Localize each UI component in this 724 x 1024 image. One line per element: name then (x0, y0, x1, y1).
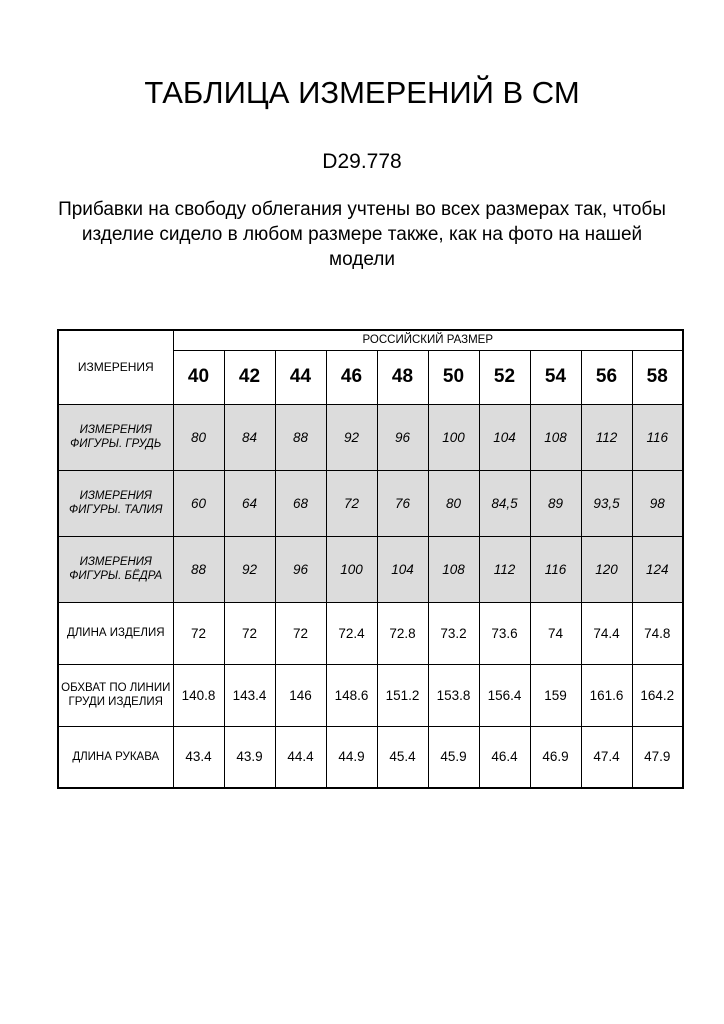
size-header-cell: 44 (275, 350, 326, 404)
value-cell: 92 (326, 404, 377, 470)
value-cell: 100 (428, 404, 479, 470)
value-cell: 74 (530, 602, 581, 664)
value-cell: 96 (377, 404, 428, 470)
row-label: ОБХВАТ ПО ЛИНИИ ГРУДИ ИЗДЕЛИЯ (58, 664, 173, 726)
value-cell: 140.8 (173, 664, 224, 726)
value-cell: 146 (275, 664, 326, 726)
value-cell: 80 (173, 404, 224, 470)
measurements-corner-cell: ИЗМЕРЕНИЯ (58, 330, 173, 404)
value-cell: 68 (275, 470, 326, 536)
row-label: ИЗМЕРЕНИЯ ФИГУРЫ. БЁДРА (58, 536, 173, 602)
table-row (58, 726, 683, 788)
value-cell: 112 (581, 404, 632, 470)
value-cell: 45.9 (428, 726, 479, 788)
table-row (58, 602, 683, 664)
value-cell: 43.9 (224, 726, 275, 788)
table-row (58, 664, 683, 726)
size-header-cell: 50 (428, 350, 479, 404)
table-row (58, 404, 683, 470)
value-cell: 74.4 (581, 602, 632, 664)
measurements-table (57, 329, 684, 789)
group-header-row (58, 330, 683, 350)
value-cell: 74.8 (632, 602, 683, 664)
value-cell: 73.6 (479, 602, 530, 664)
value-cell: 143.4 (224, 664, 275, 726)
value-cell: 60 (173, 470, 224, 536)
value-cell: 72.4 (326, 602, 377, 664)
value-cell: 72 (173, 602, 224, 664)
table-row (58, 470, 683, 536)
size-header-cell: 52 (479, 350, 530, 404)
row-label: ДЛИНА ИЗДЕЛИЯ (58, 602, 173, 664)
value-cell: 93,5 (581, 470, 632, 536)
value-cell: 73.2 (428, 602, 479, 664)
value-cell: 47.9 (632, 726, 683, 788)
value-cell: 72 (326, 470, 377, 536)
size-header-cell: 42 (224, 350, 275, 404)
value-cell: 46.9 (530, 726, 581, 788)
value-cell: 159 (530, 664, 581, 726)
size-header-cell: 48 (377, 350, 428, 404)
value-cell: 108 (530, 404, 581, 470)
table-row (58, 536, 683, 602)
size-header-cell: 54 (530, 350, 581, 404)
value-cell: 116 (530, 536, 581, 602)
value-cell: 88 (275, 404, 326, 470)
row-label: ИЗМЕРЕНИЯ ФИГУРЫ. ГРУДЬ (58, 404, 173, 470)
value-cell: 124 (632, 536, 683, 602)
size-header-cell: 56 (581, 350, 632, 404)
value-cell: 72 (275, 602, 326, 664)
size-header-cell: 58 (632, 350, 683, 404)
value-cell: 156.4 (479, 664, 530, 726)
value-cell: 148.6 (326, 664, 377, 726)
value-cell: 80 (428, 470, 479, 536)
product-code: D29.778 (322, 150, 402, 173)
value-cell: 104 (479, 404, 530, 470)
value-cell: 44.9 (326, 726, 377, 788)
row-label: ДЛИНА РУКАВА (58, 726, 173, 788)
value-cell: 120 (581, 536, 632, 602)
value-cell: 44.4 (275, 726, 326, 788)
value-cell: 84 (224, 404, 275, 470)
value-cell: 161.6 (581, 664, 632, 726)
value-cell: 96 (275, 536, 326, 602)
value-cell: 46.4 (479, 726, 530, 788)
value-cell: 64 (224, 470, 275, 536)
value-cell: 100 (326, 536, 377, 602)
page-title: ТАБЛИЦА ИЗМЕРЕНИЙ В СМ (144, 75, 580, 110)
size-header-cell: 40 (173, 350, 224, 404)
value-cell: 88 (173, 536, 224, 602)
value-cell: 108 (428, 536, 479, 602)
table-header (58, 330, 683, 404)
value-cell: 43.4 (173, 726, 224, 788)
value-cell: 92 (224, 536, 275, 602)
description-text: Прибавки на свободу облегания учтены во всех размерах так, чтобы изделие сидело в любом размере также, как на фото на нашей модели (58, 199, 666, 270)
row-label: ИЗМЕРЕНИЯ ФИГУРЫ. ТАЛИЯ (58, 470, 173, 536)
value-cell: 104 (377, 536, 428, 602)
value-cell: 164.2 (632, 664, 683, 726)
size-header-cell: 46 (326, 350, 377, 404)
size-group-header: РОССИЙСКИЙ РАЗМЕР (173, 330, 683, 350)
value-cell: 153.8 (428, 664, 479, 726)
value-cell: 84,5 (479, 470, 530, 536)
value-cell: 98 (632, 470, 683, 536)
value-cell: 116 (632, 404, 683, 470)
table-body (58, 404, 683, 788)
value-cell: 72 (224, 602, 275, 664)
value-cell: 112 (479, 536, 530, 602)
value-cell: 72.8 (377, 602, 428, 664)
value-cell: 76 (377, 470, 428, 536)
value-cell: 45.4 (377, 726, 428, 788)
value-cell: 89 (530, 470, 581, 536)
value-cell: 151.2 (377, 664, 428, 726)
value-cell: 47.4 (581, 726, 632, 788)
